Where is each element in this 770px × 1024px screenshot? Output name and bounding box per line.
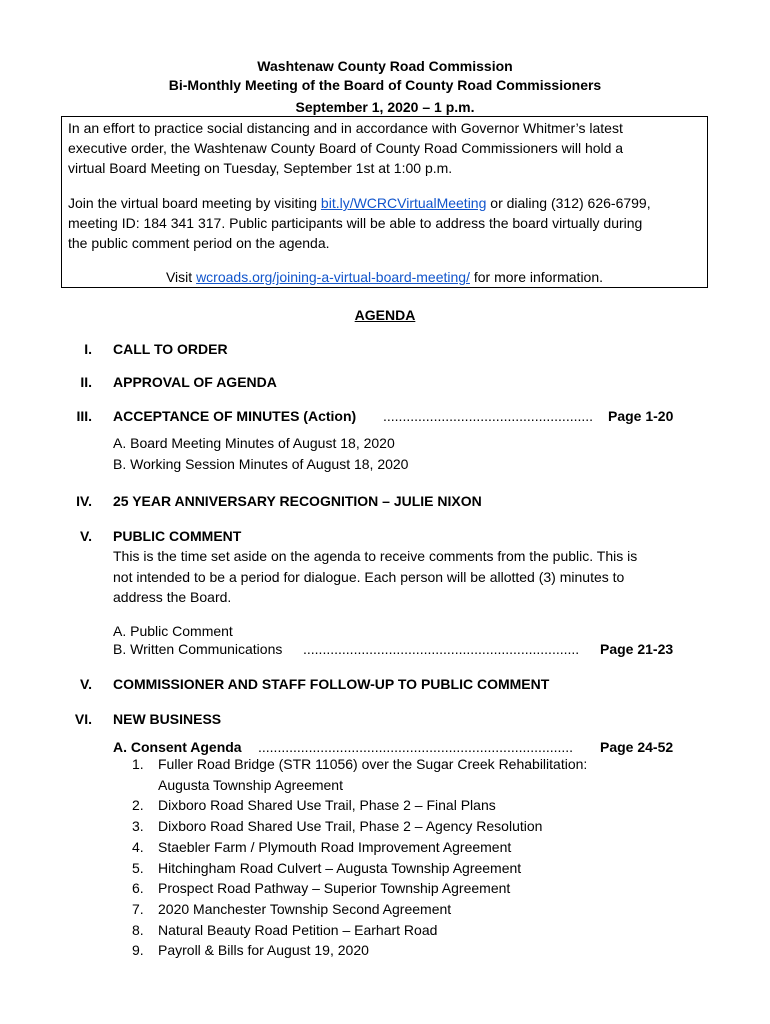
list-item: Hitchingham Road Culvert – Augusta Township Agreement <box>158 860 522 876</box>
list-item-number: 6. <box>132 880 144 896</box>
join-instructions <box>68 195 651 211</box>
meeting-date: September 1, 2020 – 1 p.m. <box>295 99 475 115</box>
section-number: III. <box>76 408 92 424</box>
notice-text: In an effort to practice social distancing and in accordance with Governor Whitmer’s latest <box>68 120 623 136</box>
page-reference: Page 21-23 <box>600 641 674 657</box>
list-item: A. Board Meeting Minutes of August 18, 2020 <box>113 435 395 451</box>
list-item: Augusta Township Agreement <box>158 777 343 793</box>
agenda-title: AGENDA <box>354 307 416 323</box>
section-title: CALL TO ORDER <box>113 341 228 357</box>
section-number: V. <box>80 528 92 544</box>
section-title: 25 YEAR ANNIVERSARY RECOGNITION – JULIE NIXON <box>113 493 482 509</box>
section-number: I. <box>84 341 92 357</box>
section-title: APPROVAL OF AGENDA <box>113 374 277 390</box>
list-item: Staebler Farm / Plymouth Road Improvement Agreement <box>158 839 512 855</box>
list-item: Prospect Road Pathway – Superior Township Agreement <box>158 880 511 896</box>
list-item: Natural Beauty Road Petition – Earhart Road <box>158 922 438 938</box>
list-item: Dixboro Road Shared Use Trail, Phase 2 – Agency Resolution <box>158 818 543 834</box>
info-text: for more information. <box>469 269 604 285</box>
page-reference: Page 24-52 <box>600 739 674 755</box>
section-description: address the Board. <box>113 589 232 605</box>
section-title: PUBLIC COMMENT <box>113 528 242 544</box>
section-description: This is the time set aside on the agenda to receive comments from the public. This is <box>113 548 638 564</box>
list-item-number: 1. <box>132 756 144 772</box>
list-item-number: 2. <box>132 797 144 813</box>
wcroads-link[interactable]: wcroads.org/joining-a-virtual-board-meeting/ <box>196 269 470 285</box>
page-reference: Page 1-20 <box>608 408 674 424</box>
notice-text: executive order, the Washtenaw County Board of County Road Commissioners will hold a <box>68 140 624 156</box>
notice-text: the public comment period on the agenda. <box>68 235 330 251</box>
section-number: IV. <box>76 493 92 509</box>
notice-text: virtual Board Meeting on Tuesday, September 1st at 1:00 p.m. <box>68 160 453 176</box>
list-item-number: 5. <box>132 860 144 876</box>
list-item: B. Working Session Minutes of August 18, 2020 <box>113 456 409 472</box>
leader-dots: ................................................................................. <box>258 739 574 755</box>
list-item: Fuller Road Bridge (STR 11056) over the Sugar Creek Rehabilitation: <box>158 756 588 772</box>
info-text: Visit <box>165 269 197 285</box>
list-item-number: 3. <box>132 818 144 834</box>
section-number: VI. <box>74 711 92 727</box>
join-text: Join the virtual board meeting by visiting <box>68 195 321 211</box>
join-text: or dialing (312) 626-6799, <box>486 195 651 211</box>
leader-dots: ....................................................................... <box>303 641 580 657</box>
list-item: Dixboro Road Shared Use Trail, Phase 2 – Final Plans <box>158 797 496 813</box>
section-title: ACCEPTANCE OF MINUTES (Action) <box>113 408 357 424</box>
org-title: Washtenaw County Road Commission <box>257 58 513 74</box>
leader-dots: ...................................................... <box>383 408 594 424</box>
consent-agenda-label: A. Consent Agenda <box>113 739 242 755</box>
section-title: NEW BUSINESS <box>113 711 222 727</box>
info-line <box>61 269 708 285</box>
list-item: Payroll & Bills for August 19, 2020 <box>158 942 369 958</box>
list-item-number: 4. <box>132 839 144 855</box>
list-item: B. Written Communications <box>113 641 283 657</box>
section-number: II. <box>80 374 92 390</box>
section-description: not intended to be a period for dialogue. Each person will be allotted (3) minutes to <box>113 569 625 585</box>
list-item: 2020 Manchester Township Second Agreement <box>158 901 452 917</box>
notice-text: meeting ID: 184 341 317. Public participants will be able to address the board virtually during <box>68 215 643 231</box>
section-title: COMMISSIONER AND STAFF FOLLOW-UP TO PUBLIC COMMENT <box>113 676 550 692</box>
list-item-number: 7. <box>132 901 144 917</box>
meeting-title: Bi-Monthly Meeting of the Board of County Road Commissioners <box>168 77 602 93</box>
virtual-meeting-link[interactable]: bit.ly/WCRCVirtualMeeting <box>320 195 487 211</box>
list-item-number: 9. <box>132 942 144 958</box>
list-item-number: 8. <box>132 922 144 938</box>
section-number: V. <box>80 676 92 692</box>
list-item: A. Public Comment <box>113 623 233 639</box>
